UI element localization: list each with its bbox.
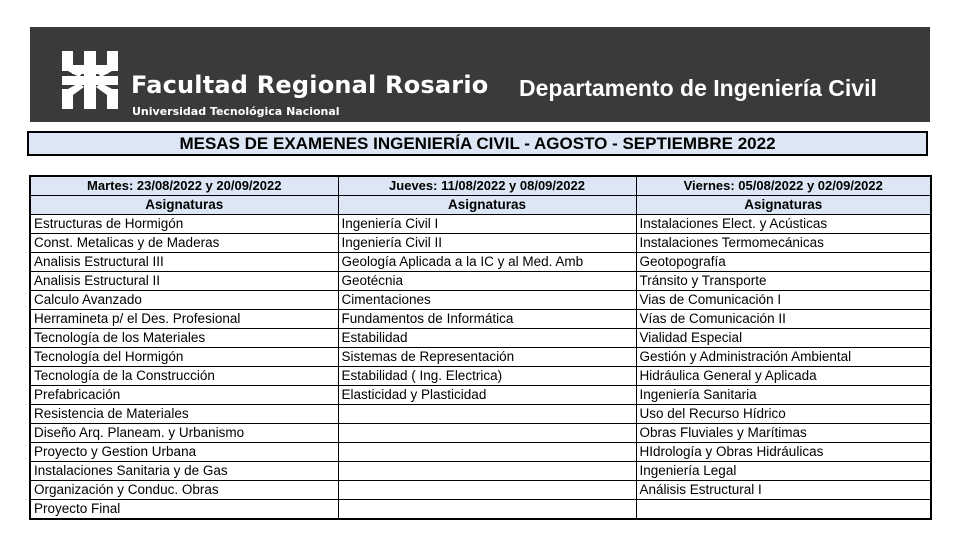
subject-cell: Organización y Conduc. Obras [30,481,338,500]
table-row [30,443,931,462]
table-row [30,272,931,291]
subject-cell [338,500,636,520]
institution-name: Facultad Regional Rosario [131,71,489,99]
table-row [30,291,931,310]
subject-cell: Tecnología de los Materiales [30,329,338,348]
subject-cell: Proyecto Final [30,500,338,520]
subject-cell: Proyecto y Gestion Urbana [30,443,338,462]
table-row [30,310,931,329]
subject-cell [338,443,636,462]
subject-cell: Hidráulica General y Aplicada [636,367,931,386]
subject-cell: Vías de Comunicación II [636,310,931,329]
day-header-row [30,176,931,196]
subject-cell: HIdrología y Obras Hidráulicas [636,443,931,462]
subject-cell: Analisis Estructural III [30,253,338,272]
subject-cell: Ingeniería Legal [636,462,931,481]
subject-cell: Sistemas de Representación [338,348,636,367]
column-header-subjects: Asignaturas [636,196,931,215]
day-header-thursday: Jueves: 11/08/2022 y 08/09/2022 [338,176,636,196]
subject-cell: Análisis Estructural I [636,481,931,500]
column-header-subjects: Asignaturas [30,196,338,215]
subject-cell: Estabilidad ( Ing. Electrica) [338,367,636,386]
table-row [30,329,931,348]
subject-cell: Tecnología del Hormigón [30,348,338,367]
table-row [30,424,931,443]
subject-cell: Estabilidad [338,329,636,348]
subject-cell: Ingeniería Sanitaria [636,386,931,405]
table-row [30,500,931,520]
table-row [30,215,931,234]
subject-cell: Herramineta p/ el Des. Profesional [30,310,338,329]
subject-cell: Geología Aplicada a la IC y al Med. Amb [338,253,636,272]
column-header-subjects: Asignaturas [338,196,636,215]
day-header-friday: Viernes: 05/08/2022 y 02/09/2022 [636,176,931,196]
table-row [30,405,931,424]
utn-logo-icon [62,51,118,109]
subject-cell [338,424,636,443]
exam-schedule-table [29,175,932,520]
subject-cell: Instalaciones Termomecánicas [636,234,931,253]
subject-cell: Obras Fluviales y Marítimas [636,424,931,443]
subject-cell [338,481,636,500]
subject-cell: Geotopografía [636,253,931,272]
subject-cell: Tránsito y Transporte [636,272,931,291]
subject-cell: Vias de Comunicación I [636,291,931,310]
subject-cell: Tecnología de la Construcción [30,367,338,386]
subject-cell: Calculo Avanzado [30,291,338,310]
department-name: Departamento de Ingeniería Civil [519,75,877,101]
subject-cell: Estructuras de Hormigón [30,215,338,234]
subject-cell: Cimentaciones [338,291,636,310]
table-row [30,386,931,405]
subject-cell: Vialidad Especial [636,329,931,348]
subject-cell: Fundamentos de Informática [338,310,636,329]
subject-cell: Instalaciones Elect. y Acústicas [636,215,931,234]
subject-cell: Elasticidad y Plasticidad [338,386,636,405]
table-row [30,253,931,272]
subheader-row [30,196,931,215]
page-title: MESAS DE EXAMENES INGENIERÍA CIVIL - AGOSTO - SEPTIEMBRE 2022 [27,131,928,156]
subject-cell [338,405,636,424]
institution-subtitle: Universidad Tecnológica Nacional [132,105,340,118]
subject-cell: Instalaciones Sanitaria y de Gas [30,462,338,481]
day-header-tuesday: Martes: 23/08/2022 y 20/09/2022 [30,176,338,196]
subject-cell: Geotécnia [338,272,636,291]
subject-cell: Gestión y Administración Ambiental [636,348,931,367]
subject-cell [338,462,636,481]
subject-cell: Analisis Estructural II [30,272,338,291]
subject-cell: Ingeniería Civil II [338,234,636,253]
table-row [30,234,931,253]
subject-cell: Diseño Arq. Planeam. y Urbanismo [30,424,338,443]
subject-cell [636,500,931,520]
table-row [30,367,931,386]
table-row [30,481,931,500]
subject-cell: Uso del Recurso Hídrico [636,405,931,424]
subject-cell: Const. Metalicas y de Maderas [30,234,338,253]
subject-cell: Ingeniería Civil I [338,215,636,234]
subject-cell: Resistencia de Materiales [30,405,338,424]
subject-cell: Prefabricación [30,386,338,405]
table-row [30,348,931,367]
table-row [30,462,931,481]
header-banner [30,27,930,122]
